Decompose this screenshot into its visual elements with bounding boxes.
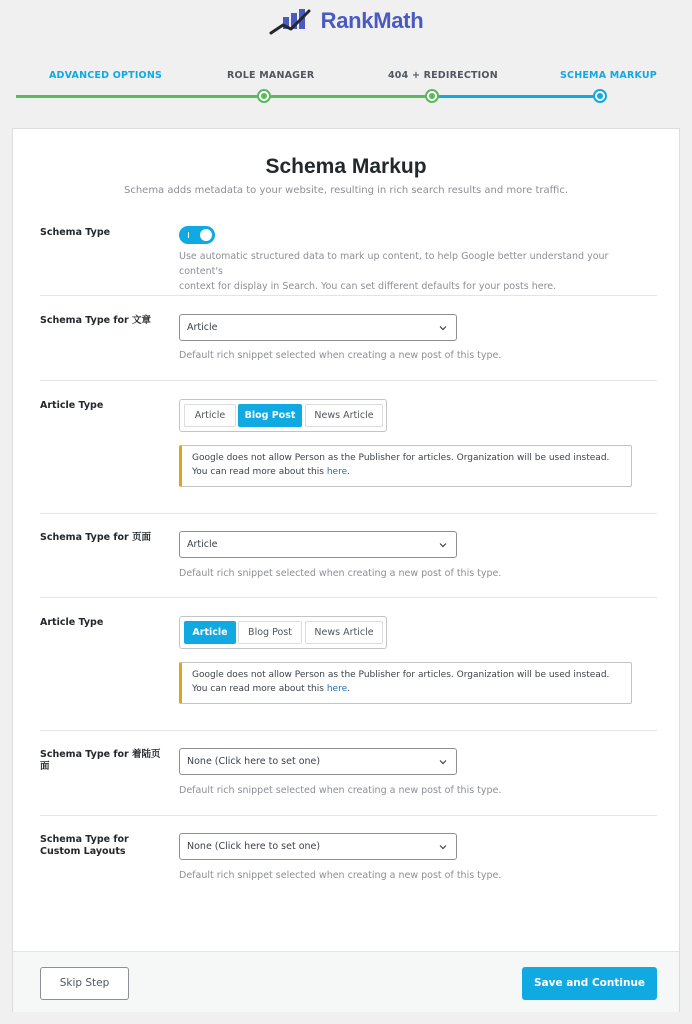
post-article-type-group (179, 399, 387, 432)
landing-schema-label: Schema Type for 着陆页面 (40, 749, 161, 772)
page-schema-value: Article (187, 539, 218, 550)
chevron-down-icon (439, 843, 447, 851)
divider (40, 513, 657, 514)
brand-name: RankMath (320, 8, 424, 33)
publisher-notice: Google does not allow Person as the Publisher for articles. Organization will be used instead. You can read more about this here. (179, 445, 632, 487)
notice-here-link[interactable]: here (326, 466, 348, 477)
card-footer (13, 951, 679, 1012)
steps-track-completed (16, 95, 436, 98)
divider (40, 730, 657, 731)
landing-schema-value: None (Click here to set one) (187, 756, 321, 767)
save-and-continue-button[interactable]: Save and Continue (522, 967, 657, 1000)
page-description: Schema adds metadata to your website, resulting in rich search results and more traffic. (123, 185, 568, 196)
custom-layouts-schema-value: None (Click here to set one) (187, 841, 321, 852)
page-schema-select[interactable] (179, 531, 457, 558)
step-schema-markup[interactable]: SCHEMA MARKUP (560, 70, 657, 81)
step-dot-404-redirection (425, 89, 439, 103)
post-article-type-blog-post[interactable]: Blog Post (238, 404, 302, 427)
page-article-type-label: Article Type (40, 617, 104, 628)
post-article-type-news-article[interactable]: News Article (305, 404, 383, 427)
page-article-type-article[interactable]: Article (184, 621, 236, 644)
divider (40, 380, 657, 381)
landing-schema-select[interactable] (179, 748, 457, 775)
chevron-down-icon (439, 541, 447, 549)
step-role-manager[interactable]: ROLE MANAGER (227, 70, 315, 81)
schema-type-label: Schema Type (40, 227, 111, 238)
post-schema-label: Schema Type for 文章 (40, 315, 152, 326)
post-article-type-label: Article Type (40, 400, 104, 411)
page-title: Schema Markup (265, 155, 427, 178)
divider (40, 597, 657, 598)
step-dot-role-manager (257, 89, 271, 103)
post-schema-select[interactable] (179, 314, 457, 341)
wizard-steps (0, 66, 692, 106)
rankmath-logo (0, 5, 692, 37)
publisher-notice: Google does not allow Person as the Publisher for articles. Organization will be used instead. You can read more about this here. (179, 662, 632, 704)
divider (40, 295, 657, 296)
custom-layouts-schema-select[interactable] (179, 833, 457, 860)
custom-layouts-schema-help: Default rich snippet selected when creating a new post of this type. (179, 870, 502, 881)
divider (40, 815, 657, 816)
post-article-type-article[interactable]: Article (184, 404, 236, 427)
step-advanced-options[interactable]: ADVANCED OPTIONS (49, 70, 163, 81)
schema-type-toggle[interactable] (179, 226, 215, 244)
page-schema-label: Schema Type for 页面 (40, 532, 152, 543)
step-dot-schema-markup (593, 89, 607, 103)
post-schema-value: Article (187, 322, 218, 333)
skip-step-button[interactable]: Skip Step (40, 967, 129, 1000)
step-404-redirection[interactable]: 404 + REDIRECTION (388, 70, 498, 81)
chevron-down-icon (439, 324, 447, 332)
page-article-type-news-article[interactable]: News Article (305, 621, 383, 644)
landing-schema-help: Default rich snippet selected when creating a new post of this type. (179, 785, 502, 796)
schema-type-help: Use automatic structured data to mark up content, to help Google better understand your content's context for display in Search. You can set different defaults for your posts here. (179, 251, 609, 292)
settings-card (12, 128, 680, 1012)
page-article-type-blog-post[interactable]: Blog Post (238, 621, 302, 644)
rankmath-logo-icon (269, 7, 315, 35)
page-article-type-group (179, 616, 387, 649)
chevron-down-icon (439, 758, 447, 766)
steps-track-current (436, 95, 600, 98)
post-schema-help: Default rich snippet selected when creating a new post of this type. (179, 350, 502, 361)
custom-layouts-schema-label: Schema Type for Custom Layouts (40, 834, 129, 857)
notice-here-link[interactable]: here (326, 683, 348, 694)
page-schema-help: Default rich snippet selected when creating a new post of this type. (179, 568, 502, 579)
